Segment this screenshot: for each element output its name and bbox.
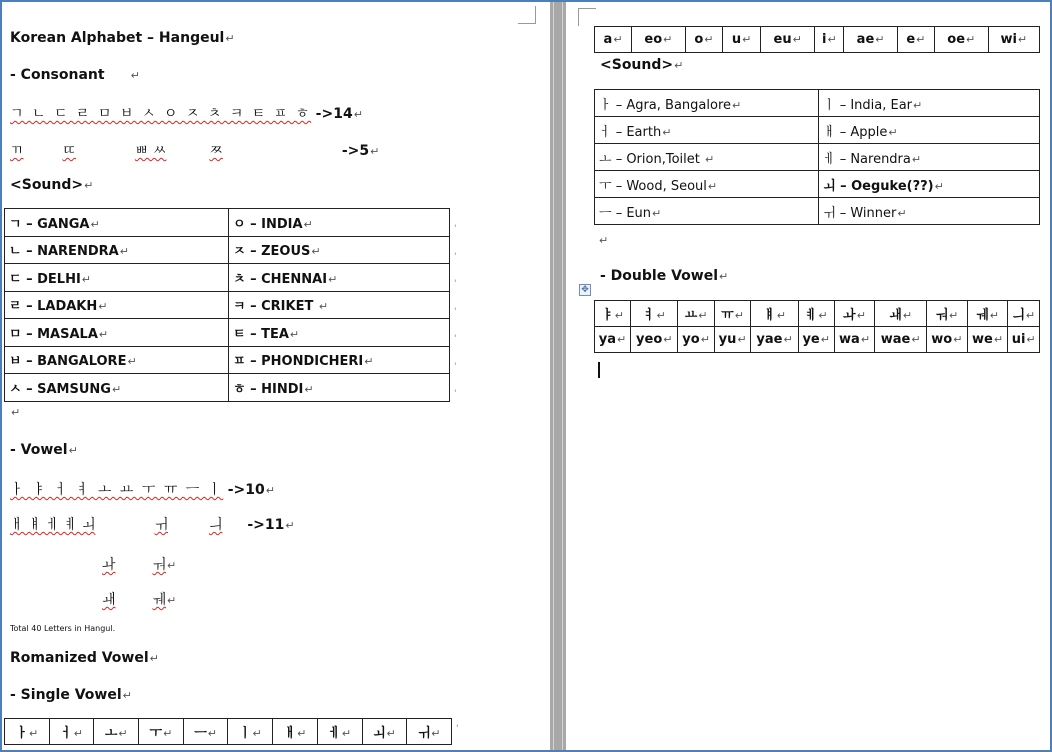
- table-cell[interactable]: ㅚ – Oeguke(??)↵: [819, 171, 1040, 198]
- table-cell[interactable]: ㅛ↵: [678, 301, 714, 327]
- table-cell[interactable]: ㅔ↵: [317, 719, 362, 745]
- table-cell[interactable]: ㅢ↵: [1008, 301, 1040, 327]
- table-cell[interactable]: ㅓ – Earth↵: [595, 117, 819, 144]
- table-row: [5, 291, 450, 319]
- romanized-vowel-heading[interactable]: Romanized Vowel↵: [10, 650, 159, 666]
- table-cell[interactable]: ㅐ – Apple↵: [819, 117, 1040, 144]
- table-cell[interactable]: ㅗ↵: [94, 719, 139, 745]
- table-cell[interactable]: ㅌ – TEA↵: [229, 319, 450, 347]
- table-row: [5, 346, 450, 374]
- table-cell[interactable]: ㄷ – DELHI↵: [5, 264, 229, 292]
- table-cell[interactable]: ㅗ – Orion,Toilet ↵: [595, 144, 819, 171]
- table-cell[interactable]: ㅂ – BANGALORE↵: [5, 346, 229, 374]
- table-row: [595, 301, 1040, 327]
- compound-vowels-row2[interactable]: ㅘ ㅝ↵: [102, 557, 177, 573]
- text-cursor: [598, 362, 600, 378]
- table-row: [5, 236, 450, 264]
- table-cell[interactable]: ye↵: [798, 327, 834, 353]
- table-cell[interactable]: eu↵: [761, 27, 815, 53]
- table-cell[interactable]: ㅜ – Wood, Seoul↵: [595, 171, 819, 198]
- table-move-handle-icon[interactable]: ✥: [579, 284, 591, 296]
- table-cell[interactable]: ㅜ↵: [139, 719, 184, 745]
- table-row: [595, 171, 1040, 198]
- consonant-heading[interactable]: - Consonant ↵: [10, 67, 140, 83]
- table-cell[interactable]: ㅔ – Narendra↵: [819, 144, 1040, 171]
- single-vowel-roman-table[interactable]: [594, 26, 1040, 53]
- empty-paragraph[interactable]: ↵: [599, 234, 609, 247]
- table-cell[interactable]: ㅙ↵: [875, 301, 927, 327]
- table-cell[interactable]: ㅘ↵: [834, 301, 875, 327]
- compound-vowels-row3[interactable]: ㅙ ㅞ↵: [102, 592, 177, 608]
- table-cell[interactable]: ㅋ – CRIKET ↵: [229, 291, 450, 319]
- table-cell[interactable]: yeo↵: [631, 327, 678, 353]
- table-cell[interactable]: ㅐ↵: [273, 719, 318, 745]
- table-cell[interactable]: ㅟ – Winner↵: [819, 198, 1040, 225]
- total-letters-note[interactable]: Total 40 Letters in Hangul.: [10, 624, 116, 633]
- vowel-heading[interactable]: - Vowel↵: [10, 442, 78, 458]
- table-row: [595, 144, 1040, 171]
- table-row: [595, 117, 1040, 144]
- table-cell[interactable]: ㅖ↵: [798, 301, 834, 327]
- page-gutter: [550, 2, 566, 750]
- table-cell[interactable]: ㅡ↵: [183, 719, 228, 745]
- double-consonants-line[interactable]: ㄲ ㄸ ㅃ ㅆ ㅉ ->5↵: [10, 143, 380, 159]
- table-cell[interactable]: ㄴ – NARENDRA↵: [5, 236, 229, 264]
- table-cell[interactable]: ㅝ↵: [927, 301, 968, 327]
- table-cell[interactable]: ya↵: [595, 327, 631, 353]
- table-cell[interactable]: ㄱ – GANGA↵: [5, 209, 229, 237]
- empty-paragraph[interactable]: ↵: [11, 406, 21, 419]
- table-cell[interactable]: i↵: [815, 27, 844, 53]
- table-cell[interactable]: ㅏ – Agra, Bangalore↵: [595, 90, 819, 117]
- row-end-mark: ': [456, 724, 459, 734]
- table-cell[interactable]: ㅚ↵: [362, 719, 407, 745]
- table-cell[interactable]: ui↵: [1008, 327, 1040, 353]
- table-cell[interactable]: ㄹ – LADAKH↵: [5, 291, 229, 319]
- single-vowel-letter-table[interactable]: [4, 718, 452, 745]
- basic-consonants-line[interactable]: ㄱ ㄴ ㄷ ㄹ ㅁ ㅂ ㅅ ㅇ ㅈ ㅊ ㅋ ㅌ ㅍ ㅎ ->14↵: [10, 106, 363, 122]
- table-cell[interactable]: ㅁ – MASALA↵: [5, 319, 229, 347]
- compound-vowels-line[interactable]: ㅐ ㅒ ㅔ ㅖ ㅚ ㅟ ㅢ ->11↵: [10, 517, 295, 533]
- table-row: [5, 374, 450, 402]
- table-cell[interactable]: yae↵: [751, 327, 798, 353]
- table-cell[interactable]: ㅇ – INDIA↵: [229, 209, 450, 237]
- document-page-left[interactable]: [2, 2, 550, 750]
- table-cell[interactable]: ㅊ – CHENNAI↵: [229, 264, 450, 292]
- table-row: [5, 719, 452, 745]
- table-cell[interactable]: ae↵: [844, 27, 897, 53]
- table-cell[interactable]: ㅡ – Eun↵: [595, 198, 819, 225]
- table-cell[interactable]: wae↵: [875, 327, 927, 353]
- table-cell[interactable]: e↵: [897, 27, 934, 53]
- table-cell[interactable]: ㅣ – India, Ear↵: [819, 90, 1040, 117]
- table-cell[interactable]: ㅏ↵: [5, 719, 50, 745]
- table-cell[interactable]: eo↵: [632, 27, 686, 53]
- table-cell[interactable]: ㅅ – SAMSUNG↵: [5, 374, 229, 402]
- table-cell[interactable]: wa↵: [834, 327, 875, 353]
- table-cell[interactable]: ㅑ↵: [595, 301, 631, 327]
- table-cell[interactable]: wi↵: [988, 27, 1039, 53]
- consonant-sound-table[interactable]: [4, 208, 450, 402]
- table-cell[interactable]: ㅠ↵: [714, 301, 751, 327]
- basic-vowels-line[interactable]: ㅏ ㅑ ㅓ ㅕ ㅗ ㅛ ㅜ ㅠ ㅡ ㅣ ->10↵: [10, 482, 275, 498]
- vowel-sound-heading[interactable]: <Sound>↵: [600, 57, 684, 73]
- vowel-sound-table[interactable]: [594, 89, 1040, 225]
- table-cell[interactable]: ㅎ – HINDI↵: [229, 374, 450, 402]
- table-row: [595, 90, 1040, 117]
- double-vowel-heading[interactable]: - Double Vowel↵: [600, 268, 729, 284]
- table-cell[interactable]: we↵: [967, 327, 1008, 353]
- single-vowel-heading[interactable]: - Single Vowel↵: [10, 687, 132, 703]
- table-cell[interactable]: ㅟ↵: [407, 719, 452, 745]
- table-row: [5, 264, 450, 292]
- table-cell[interactable]: ㅣ↵: [228, 719, 273, 745]
- table-row: [5, 209, 450, 237]
- table-cell[interactable]: o↵: [685, 27, 722, 53]
- table-cell[interactable]: yo↵: [678, 327, 714, 353]
- margin-corner-mark: [578, 8, 596, 26]
- consonant-sound-heading[interactable]: <Sound>↵: [10, 177, 94, 193]
- table-cell[interactable]: ㅓ↵: [49, 719, 94, 745]
- table-cell[interactable]: u↵: [723, 27, 761, 53]
- table-cell[interactable]: ㅒ↵: [751, 301, 798, 327]
- document-page-right[interactable]: [566, 2, 1050, 750]
- table-row: [595, 27, 1040, 53]
- table-row: [5, 319, 450, 347]
- table-cell[interactable]: a↵: [595, 27, 632, 53]
- document-title[interactable]: Korean Alphabet – Hangeul↵: [10, 30, 235, 46]
- table-cell[interactable]: yu↵: [714, 327, 751, 353]
- table-row: [595, 198, 1040, 225]
- table-cell[interactable]: ㅍ – PHONDICHERI↵: [229, 346, 450, 374]
- table-cell[interactable]: wo↵: [927, 327, 968, 353]
- table-cell[interactable]: ㅕ↵: [631, 301, 678, 327]
- table-cell[interactable]: ㅈ – ZEOUS↵: [229, 236, 450, 264]
- row-end-marks: ' ' ' ' ' ' ': [454, 224, 457, 399]
- margin-corner-mark: [518, 6, 536, 24]
- table-cell[interactable]: ㅞ↵: [967, 301, 1008, 327]
- table-row: [595, 327, 1040, 353]
- double-vowel-table[interactable]: [594, 300, 1040, 353]
- table-cell[interactable]: oe↵: [934, 27, 988, 53]
